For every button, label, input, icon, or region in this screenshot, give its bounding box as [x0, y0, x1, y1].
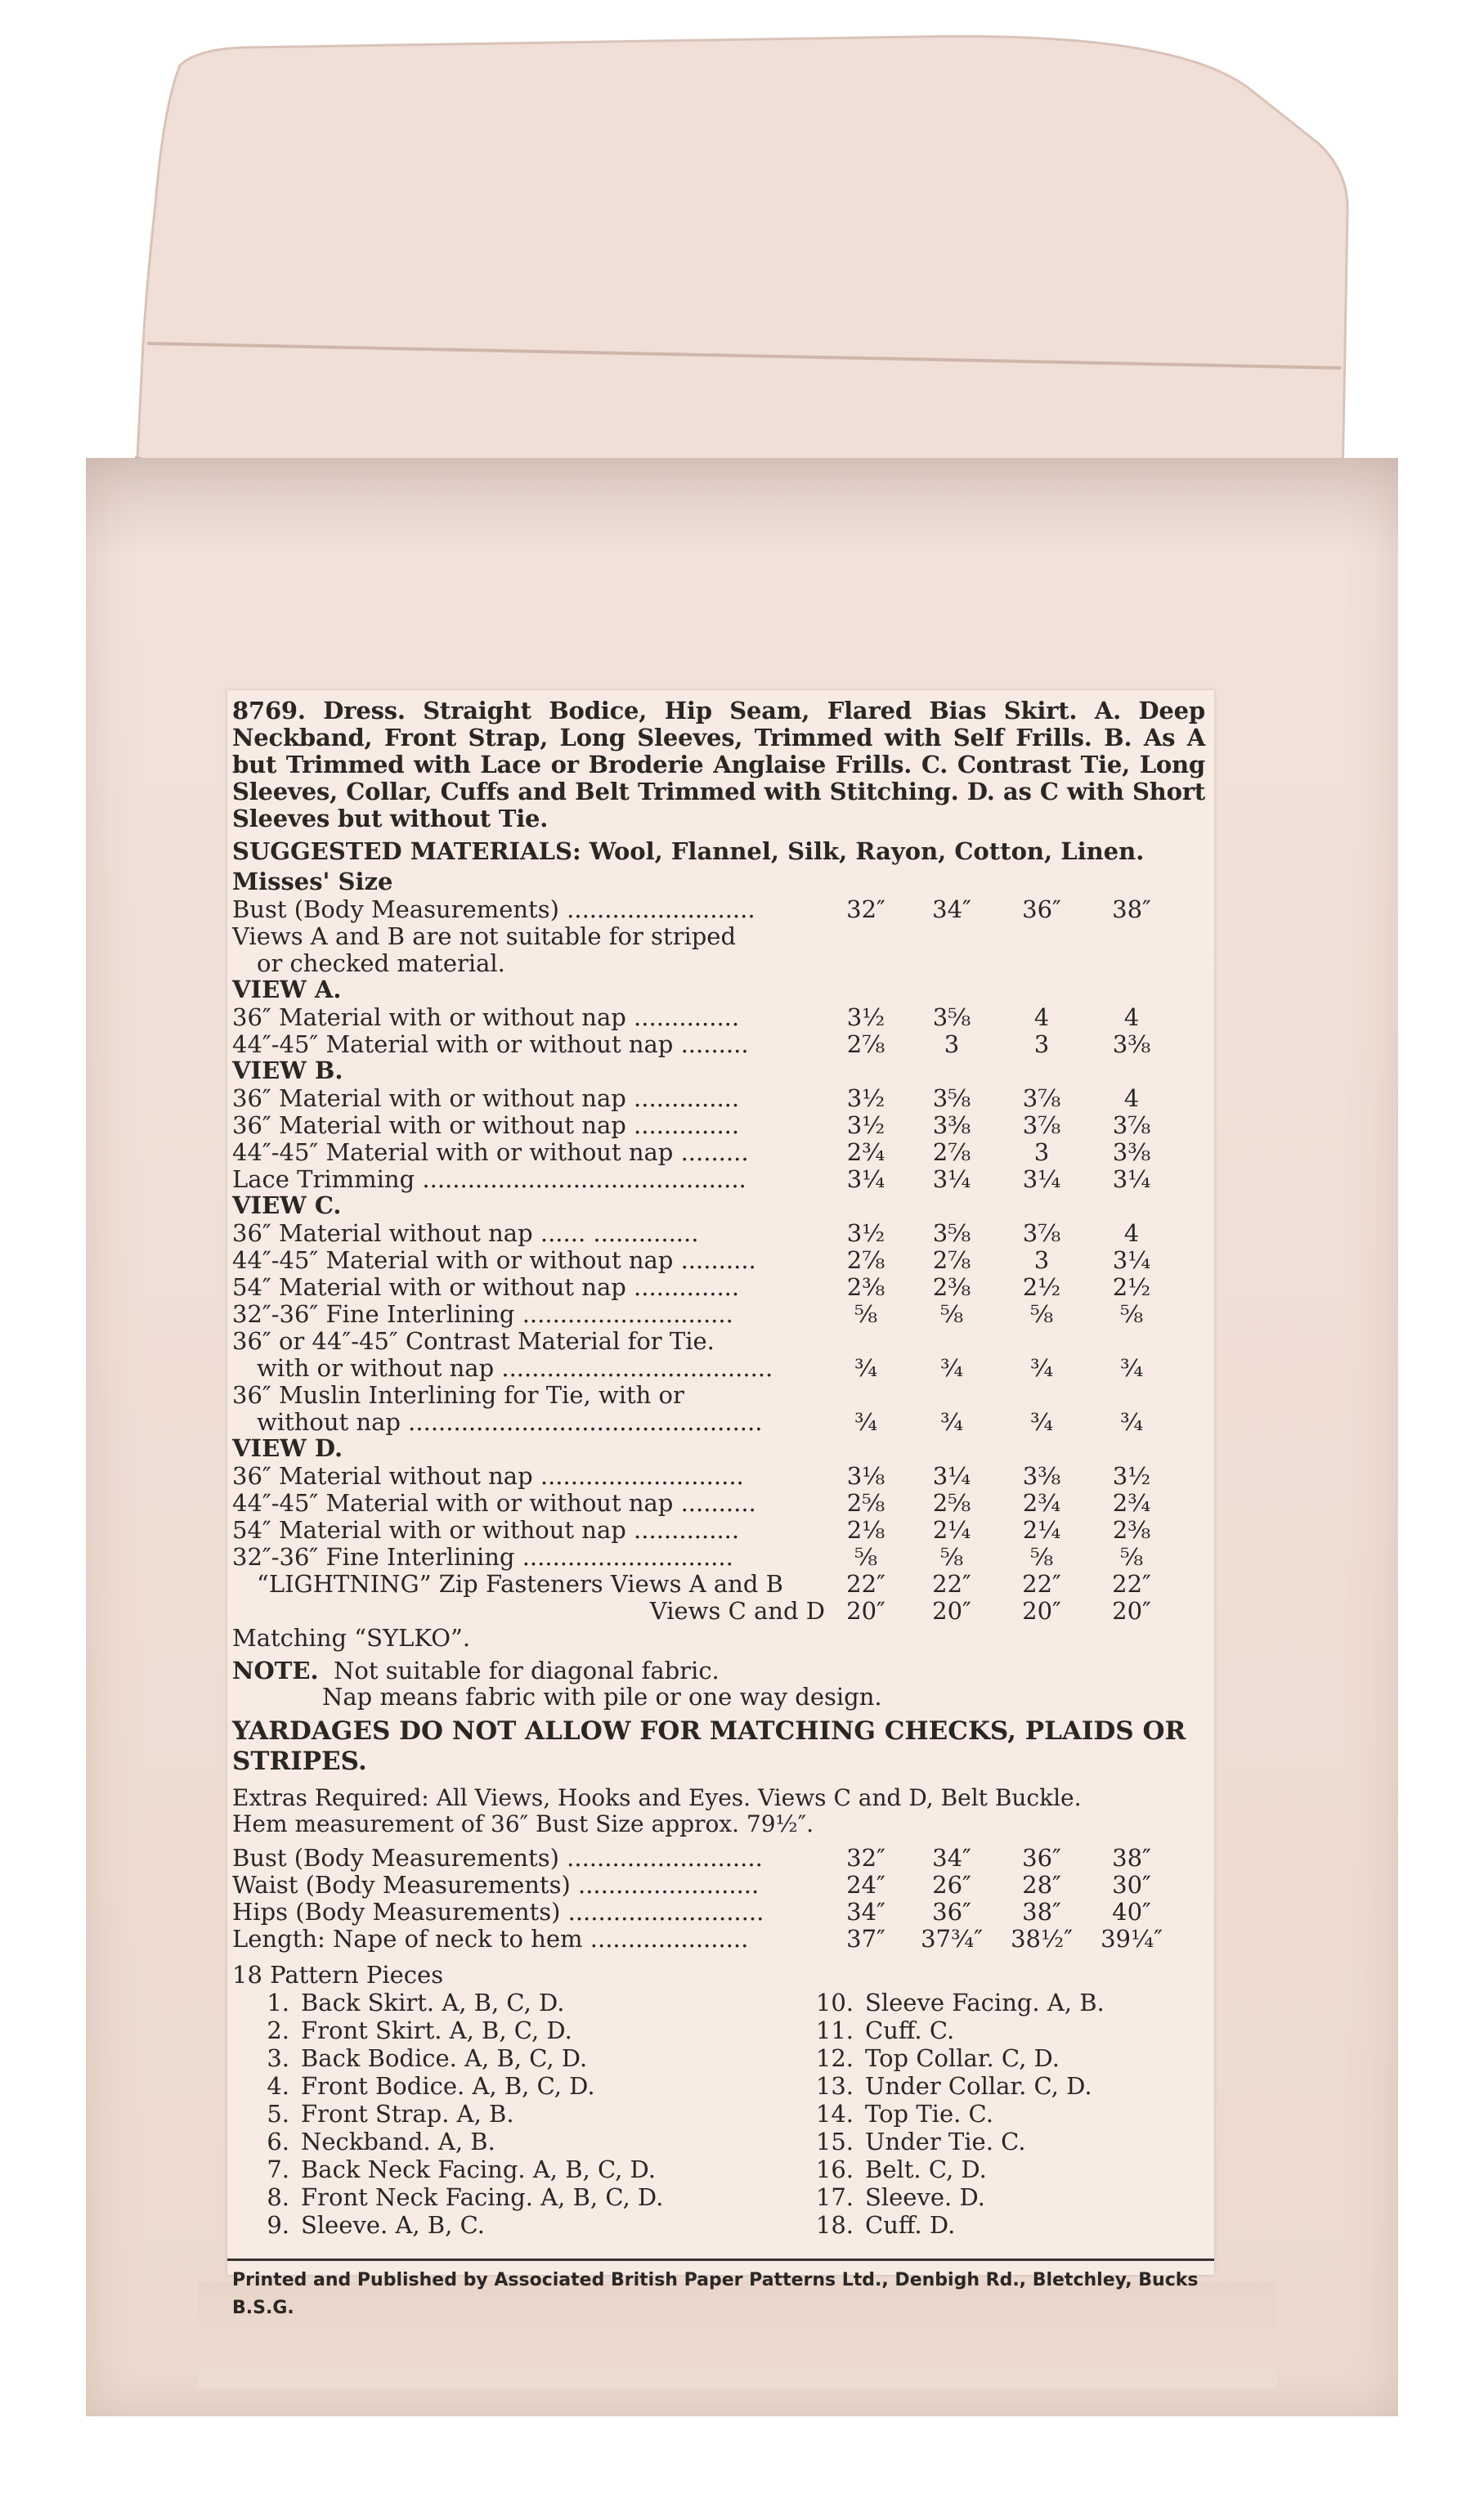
measurement-row [232, 1925, 1205, 1952]
measurement-value: 32″ [846, 1843, 885, 1872]
row-value: ⅝ [1119, 1299, 1144, 1328]
row-value: ⅝ [854, 1299, 878, 1328]
piece-number: 9. [267, 2211, 289, 2239]
table-row [232, 1030, 1205, 1057]
zip-label: “LIGHTNING” Zip Fasteners Views A and B [257, 1569, 783, 1598]
measurement-value: 34″ [932, 1843, 971, 1872]
publisher-footer [232, 2267, 1205, 2322]
pattern-pieces-left [232, 1989, 796, 2239]
row-value: 2⅜ [846, 1272, 885, 1301]
row-value: 3⅞ [1022, 1110, 1061, 1139]
row-value: ¾ [1029, 1407, 1054, 1436]
piece-number: 14. [815, 2100, 854, 2128]
row-value: 4 [1123, 1218, 1140, 1247]
table-row [232, 1489, 1205, 1516]
size-value: 32″ [846, 895, 885, 923]
piece-name: Under Tie. C. [865, 2128, 1026, 2155]
view-a-heading: VIEW A. [232, 976, 342, 1003]
row-value: 3⅝ [932, 1218, 971, 1247]
row-value: 4 [1123, 1003, 1140, 1031]
row-value: 3¼ [1112, 1164, 1151, 1193]
views-note-text: or checked material. [257, 949, 505, 977]
zip-value: 22″ [846, 1569, 885, 1598]
row-value: 3⅞ [1022, 1218, 1061, 1247]
table-row [232, 1516, 1205, 1543]
measurement-value: 37¾″ [921, 1924, 983, 1953]
measurement-value: 39¼″ [1101, 1924, 1163, 1953]
row-value: ⅝ [939, 1542, 964, 1571]
row-value: 4 [1033, 1003, 1050, 1031]
piece-name: Back Skirt. A, B, C, D. [301, 1989, 565, 2016]
list-item [232, 2044, 796, 2072]
table-row [232, 1219, 1205, 1246]
piece-number: 15. [815, 2128, 854, 2155]
list-item [232, 2072, 796, 2100]
list-item [796, 2072, 1205, 2100]
row-label: 36″ Muslin Interlining for Tie, with or [232, 1380, 684, 1409]
row-label: 44″-45″ Material with or without nap ......... [232, 1029, 749, 1058]
zip-value: 20″ [932, 1596, 971, 1625]
zip-label: Views C and D [649, 1596, 825, 1625]
list-item [232, 2128, 796, 2155]
piece-name: Front Bodice. A, B, C, D. [301, 2072, 595, 2100]
flap-fold-shadow [86, 458, 1398, 556]
zip-row [232, 1570, 1205, 1597]
row-value: 3½ [846, 1110, 885, 1139]
row-value: 3⅝ [932, 1003, 971, 1031]
view-d-heading: VIEW D. [232, 1434, 343, 1462]
row-value: ⅝ [1029, 1299, 1054, 1328]
row-value: 3 [1033, 1245, 1050, 1274]
views-note-row [232, 949, 1205, 976]
extras [232, 1785, 1205, 1837]
table-row [232, 1408, 1205, 1435]
piece-name: Front Strap. A, B. [301, 2100, 514, 2128]
piece-name: Cuff. D. [865, 2211, 956, 2239]
row-value: 3½ [846, 1003, 885, 1031]
row-label: 32″-36″ Fine Interlining ............................ [232, 1542, 733, 1571]
row-value: 3 [1033, 1029, 1050, 1058]
piece-name: Top Tie. C. [865, 2100, 993, 2128]
table-row [232, 1003, 1205, 1030]
measurement-label: Bust (Body Measurements) .......................... [232, 1843, 763, 1872]
zip-value: 20″ [1022, 1596, 1061, 1625]
piece-number: 13. [815, 2072, 854, 2100]
suggested-materials: SUGGESTED MATERIALS: Wool, Flannel, Silk, Rayon, Cotton, Linen. [232, 837, 1145, 865]
table-row [232, 1111, 1205, 1138]
piece-number: 6. [267, 2128, 289, 2155]
row-value: ⅝ [1029, 1542, 1054, 1571]
row-value: 3⅜ [932, 1110, 971, 1139]
piece-number: 5. [267, 2100, 289, 2128]
table-row [232, 1300, 1205, 1327]
pattern-instructions [232, 698, 1205, 2239]
piece-name: Sleeve. A, B, C. [301, 2211, 485, 2239]
piece-number: 11. [815, 2016, 854, 2044]
piece-number: 1. [267, 1989, 289, 2016]
extras-line: Hem measurement of 36″ Bust Size approx. 79½″. [232, 1810, 814, 1837]
list-item [796, 1989, 1205, 2016]
row-value: ⅝ [854, 1542, 878, 1571]
list-item [796, 2044, 1205, 2072]
table-row [232, 1462, 1205, 1489]
table-row [232, 1381, 1205, 1408]
row-value: 2½ [1022, 1272, 1061, 1301]
row-value: 2⅞ [932, 1245, 971, 1274]
extras-line: Extras Required: All Views, Hooks and Eyes. Views C and D, Belt Buckle. [232, 1784, 1082, 1811]
piece-name: Sleeve. D. [865, 2183, 985, 2211]
sylko-text: Matching “SYLKO”. [232, 1623, 471, 1652]
row-value: ¾ [939, 1407, 964, 1436]
measurement-value: 37″ [846, 1924, 885, 1953]
misses-size-heading: Misses' Size [232, 868, 393, 895]
row-value: 3¼ [1112, 1245, 1151, 1274]
size-value: 38″ [1112, 895, 1151, 923]
list-item [232, 2016, 796, 2044]
row-value: 2⅞ [846, 1245, 885, 1274]
bust-size-row [232, 895, 1205, 922]
bust-label: Bust (Body Measurements) ......................... [232, 895, 755, 923]
row-value: 2⅝ [932, 1488, 971, 1517]
view-c-heading: VIEW C. [232, 1191, 342, 1219]
piece-number: 16. [815, 2155, 854, 2183]
row-value: ⅝ [939, 1299, 964, 1328]
row-value: 2¼ [1022, 1515, 1061, 1544]
measurement-value: 28″ [1022, 1870, 1061, 1899]
row-value: 4 [1123, 1083, 1140, 1112]
table-row [232, 1273, 1205, 1300]
list-item [232, 2155, 796, 2183]
list-item [232, 2100, 796, 2128]
list-item [796, 2183, 1205, 2211]
publisher-code: B.S.G. [232, 2298, 294, 2318]
row-label: 44″-45″ Material with or without nap ......... [232, 1137, 749, 1166]
table-row [232, 1165, 1205, 1192]
measurement-value: 40″ [1112, 1897, 1151, 1926]
measurement-value: 38″ [1112, 1843, 1151, 1872]
table-row [232, 1084, 1205, 1111]
zip-value: 22″ [932, 1569, 971, 1598]
row-value: 2⅝ [846, 1488, 885, 1517]
row-label: Lace Trimming ........................................... [232, 1164, 746, 1193]
row-value: 2⅛ [846, 1515, 885, 1544]
row-value: ¾ [1029, 1353, 1054, 1382]
table-row [232, 1138, 1205, 1165]
row-label: 54″ Material with or without nap .............. [232, 1515, 740, 1544]
measurement-value: 36″ [1022, 1843, 1061, 1872]
row-value: ¾ [1119, 1353, 1144, 1382]
piece-name: Neckband. A, B. [301, 2128, 495, 2155]
yardage-warning: YARDAGES DO NOT ALLOW FOR MATCHING CHECKS, PLAIDS OR STRIPES. [232, 1716, 1186, 1776]
row-value: 3⅜ [1112, 1029, 1151, 1058]
measurement-value: 38½″ [1011, 1924, 1073, 1953]
list-item [796, 2155, 1205, 2183]
row-label: 44″-45″ Material with or without nap .......... [232, 1245, 756, 1274]
row-value: 3 [944, 1029, 960, 1058]
row-value: 3⅝ [932, 1083, 971, 1112]
piece-number: 17. [815, 2183, 854, 2211]
piece-name: Front Skirt. A, B, C, D. [301, 2016, 572, 2044]
measurement-row [232, 1871, 1205, 1898]
row-label: 44″-45″ Material with or without nap .......... [232, 1488, 756, 1517]
row-value: 2⅜ [1112, 1515, 1151, 1544]
measurement-label: Length: Nape of neck to hem ..................... [232, 1924, 749, 1953]
piece-number: 10. [815, 1989, 854, 2016]
size-value: 36″ [1022, 895, 1061, 923]
row-value: 2⅞ [932, 1137, 971, 1166]
row-value: 2¾ [846, 1137, 885, 1166]
measurement-label: Waist (Body Measurements) ........................ [232, 1870, 760, 1899]
list-item [796, 2211, 1205, 2239]
row-value: ¾ [854, 1353, 878, 1382]
zip-value: 22″ [1112, 1569, 1151, 1598]
piece-number: 2. [267, 2016, 289, 2044]
measurement-value: 36″ [932, 1897, 971, 1926]
row-value: 2¾ [1112, 1488, 1151, 1517]
piece-number: 3. [267, 2044, 289, 2072]
pattern-pieces-list [232, 1989, 1205, 2239]
row-label: 36″ Material with or without nap .............. [232, 1083, 740, 1112]
row-value: 3¼ [932, 1461, 971, 1490]
row-value: 3⅞ [1112, 1110, 1151, 1139]
row-label: 54″ Material with or without nap .............. [232, 1272, 740, 1301]
zip-row [232, 1597, 1205, 1624]
measurements-table [232, 1844, 1205, 1952]
list-item [232, 2211, 796, 2239]
row-value: 3 [1033, 1137, 1050, 1166]
row-value: 3½ [1112, 1461, 1151, 1490]
table-row [232, 1246, 1205, 1273]
piece-number: 12. [815, 2044, 854, 2072]
row-value: 2½ [1112, 1272, 1151, 1301]
row-value: 3½ [846, 1083, 885, 1112]
list-item [232, 1989, 796, 2016]
views-note-text: Views A and B are not suitable for striped [232, 922, 737, 950]
row-label: 36″ or 44″-45″ Contrast Material for Tie. [232, 1326, 715, 1355]
measurement-row [232, 1898, 1205, 1925]
row-value: 2⅞ [846, 1029, 885, 1058]
row-value: 3⅛ [846, 1461, 885, 1490]
table-row [232, 1327, 1205, 1354]
piece-number: 18. [815, 2211, 854, 2239]
row-value: 2¾ [1022, 1488, 1061, 1517]
pattern-pieces-right [796, 1989, 1205, 2239]
list-item [796, 2128, 1205, 2155]
list-item [796, 2100, 1205, 2128]
measurement-value: 24″ [846, 1870, 885, 1899]
publisher-text: Printed and Published by Associated British Paper Patterns Ltd., Denbigh Rd., Bletchley, Bucks [232, 2270, 1199, 2290]
piece-name: Front Neck Facing. A, B, C, D. [301, 2183, 664, 2211]
row-label: 32″-36″ Fine Interlining ............................ [232, 1299, 733, 1328]
table-row [232, 1543, 1205, 1570]
pattern-description: 8769. Dress. Straight Bodice, Hip Seam, Flared Bias Skirt. A. Deep Neckband, Front Strap, Long Sleeves, Trimmed with Self Frills. B. As A but Trimmed with Lace or Broderie Anglaise Frills. C. Contrast Tie, Long Sleeves, Collar, Cuffs and Belt Trimmed with Stitching. D. as C with Short Sleeves but without Tie. [232, 697, 1205, 832]
row-label: 36″ Material without nap ...... .............. [232, 1218, 699, 1247]
row-value: ⅝ [1119, 1542, 1144, 1571]
row-value: 3⅜ [1112, 1137, 1151, 1166]
footer-rule [227, 2259, 1214, 2261]
zip-value: 22″ [1022, 1569, 1061, 1598]
measurement-value: 26″ [932, 1870, 971, 1899]
measurement-value: 30″ [1112, 1870, 1151, 1899]
row-value: ¾ [854, 1407, 878, 1436]
row-value: 3¼ [846, 1164, 885, 1193]
zip-value: 20″ [1112, 1596, 1151, 1625]
list-item [232, 2183, 796, 2211]
note [232, 1657, 1205, 1710]
sylko-row [232, 1624, 1205, 1651]
row-value: 3¼ [1022, 1164, 1061, 1193]
piece-name: Back Bodice. A, B, C, D. [301, 2044, 588, 2072]
measurement-row [232, 1844, 1205, 1871]
row-label: without nap ............................................... [257, 1407, 763, 1436]
row-value: 3⅜ [1022, 1461, 1061, 1490]
row-label: 36″ Material with or without nap .............. [232, 1003, 740, 1031]
note-line: Not suitable for diagonal fabric. [334, 1657, 720, 1684]
size-value: 34″ [932, 895, 971, 923]
piece-name: Cuff. C. [865, 2016, 955, 2044]
note-label: NOTE. [232, 1657, 319, 1684]
piece-number: 7. [267, 2155, 289, 2183]
piece-name: Top Collar. C, D. [865, 2044, 1060, 2072]
row-value: 3¼ [932, 1164, 971, 1193]
row-label: with or without nap .................................... [257, 1353, 773, 1382]
list-item [796, 2016, 1205, 2044]
row-value: 3⅞ [1022, 1083, 1061, 1112]
views-note-row [232, 922, 1205, 949]
zip-value: 20″ [846, 1596, 885, 1625]
row-label: 36″ Material without nap ........................... [232, 1461, 744, 1490]
row-value: 2⅜ [932, 1272, 971, 1301]
pattern-pieces-title: 18 Pattern Pieces [232, 1961, 444, 1989]
row-value: ¾ [1119, 1407, 1144, 1436]
view-b-heading: VIEW B. [232, 1056, 343, 1084]
row-value: ¾ [939, 1353, 964, 1382]
row-label: 36″ Material with or without nap .............. [232, 1110, 740, 1139]
piece-name: Back Neck Facing. A, B, C, D. [301, 2155, 656, 2183]
measurement-value: 34″ [846, 1897, 885, 1926]
piece-number: 4. [267, 2072, 289, 2100]
piece-name: Belt. C, D. [865, 2155, 987, 2183]
row-value: 2¼ [932, 1515, 971, 1544]
piece-name: Under Collar. C, D. [865, 2072, 1092, 2100]
note-line: Nap means fabric with pile or one way design. [322, 1683, 882, 1711]
measurement-value: 38″ [1022, 1897, 1061, 1926]
piece-name: Sleeve Facing. A, B. [865, 1989, 1105, 2016]
row-value: 3½ [846, 1218, 885, 1247]
piece-number: 8. [267, 2183, 289, 2211]
measurement-label: Hips (Body Measurements) .......................... [232, 1897, 764, 1926]
table-row [232, 1354, 1205, 1381]
